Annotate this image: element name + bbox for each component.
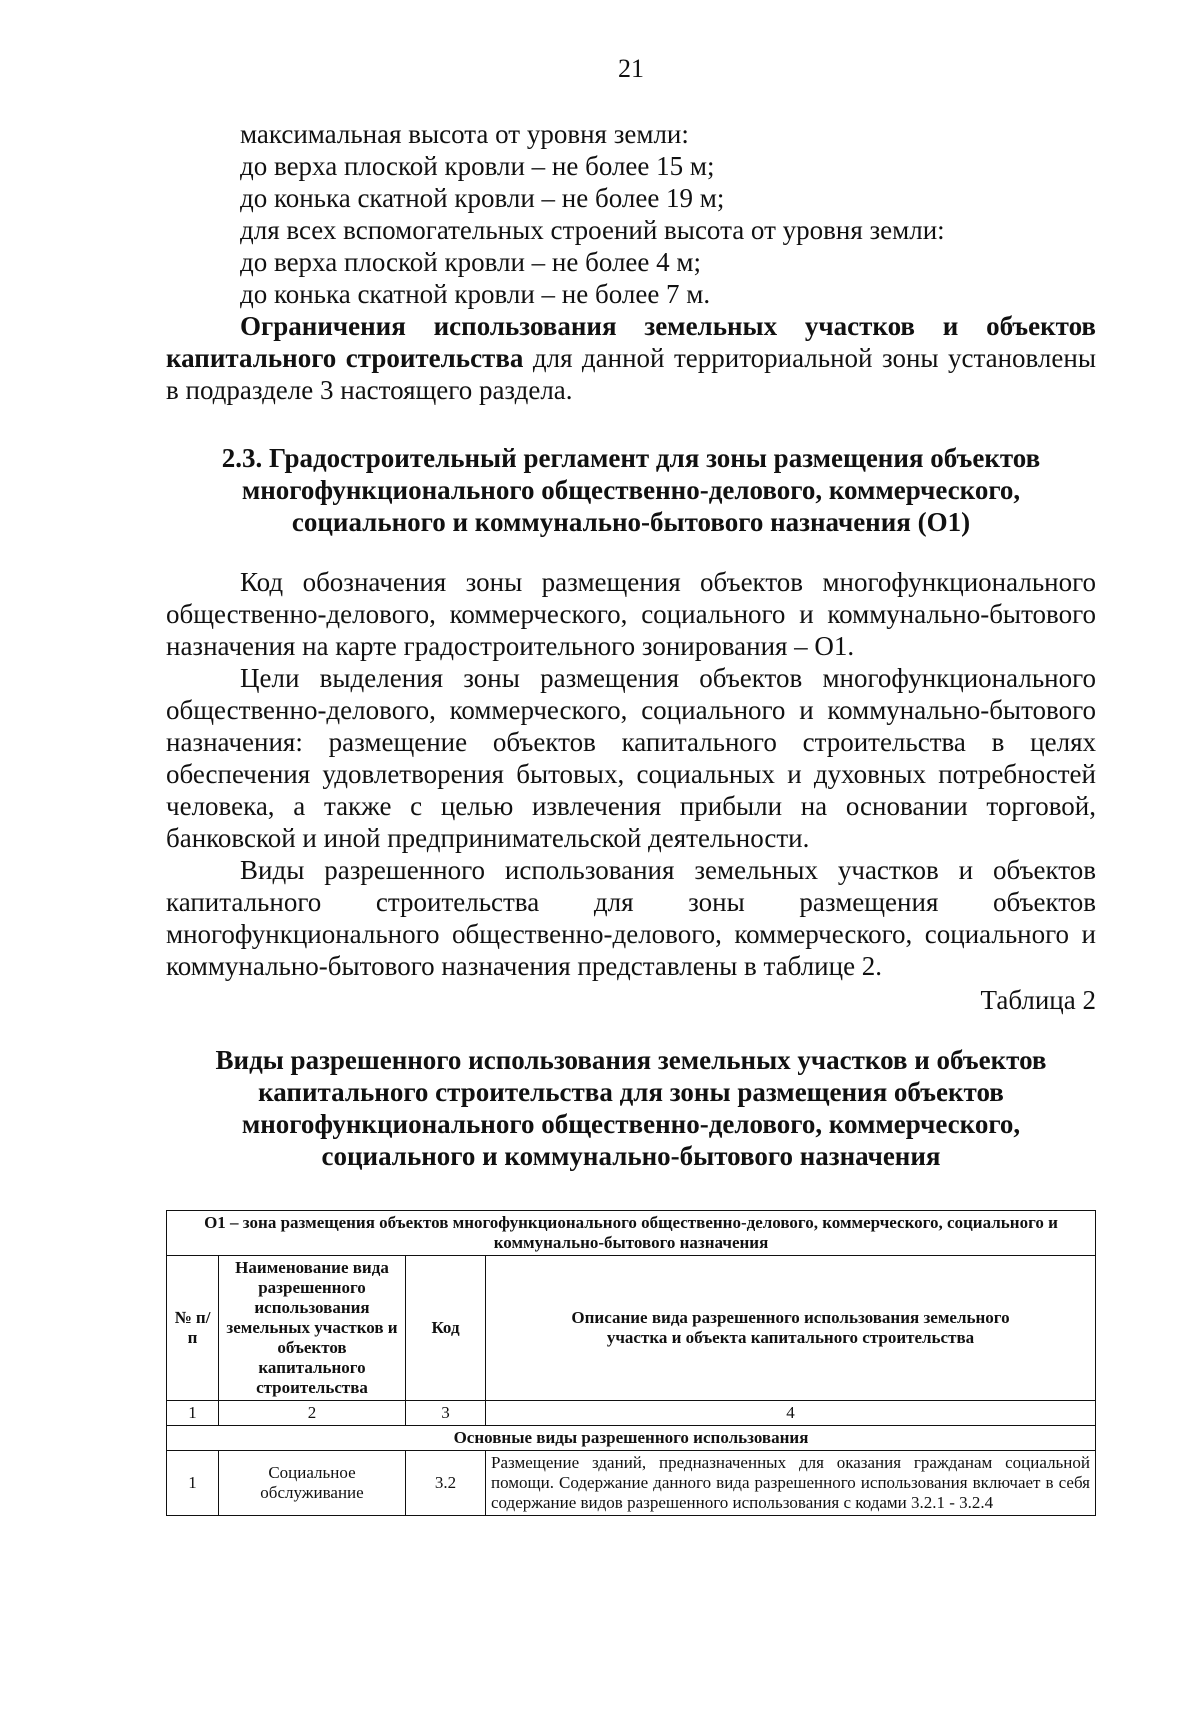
height-line: до верха плоской кровли – не более 15 м; — [240, 151, 715, 181]
colnum-cell: 2 — [219, 1401, 406, 1426]
table-header-row — [167, 1256, 1096, 1401]
colnum-cell: 3 — [406, 1401, 486, 1426]
regulation-table — [166, 1210, 1096, 1516]
header-description: Описание вида разрешенного использования земельного участка и объекта капитального строительства — [486, 1256, 1096, 1401]
header-code: Код — [406, 1256, 486, 1401]
restriction-bold: Ограничения использования земельных участков и объектов капитального строительства — [166, 311, 1096, 373]
colnum-cell: 1 — [167, 1401, 219, 1426]
row-name: Социальное обслуживание — [219, 1451, 406, 1516]
colnum-cell: 4 — [486, 1401, 1096, 1426]
restriction-paragraph — [166, 310, 1096, 406]
row-description: Размещение зданий, предназначенных для оказания гражданам социальной помощи. Содержание данного вида разрешенного использования включает в себя содержание видов разрешенного использования с кодами 3.2.1 - 3.2.4 — [486, 1451, 1096, 1516]
row-code: 3.2 — [406, 1451, 486, 1516]
paragraph-code: Код обозначения зоны размещения объектов многофункционального общественно-делового, коммерческого, социального и коммунально-бытового назначения на карте градостроительного зонирования – О1. — [166, 567, 1096, 661]
table-title: Виды разрешенного использования земельных участков и объектов капитального строительства для зоны размещения объектов многофункционального общественно-делового, коммерческого, социального и коммунально-бытового назначения — [215, 1045, 1047, 1171]
row-num: 1 — [167, 1451, 219, 1516]
group-header-cell: Основные виды разрешенного использования — [167, 1426, 1096, 1451]
paragraph-types: Виды разрешенного использования земельных участков и объектов капитального строительства для зоны размещения объектов многофункционального общественно-делового, коммерческого, социального и коммунально-бытового назначения представлены в таблице 2. — [166, 855, 1096, 981]
zone-header-cell: О1 – зона размещения объектов многофункционального общественно-делового, коммерческого, социального и коммунально-бытового назначения — [167, 1211, 1096, 1256]
header-num: № п/п — [167, 1256, 219, 1401]
table-group-row — [167, 1426, 1096, 1451]
restriction-rest: для данной территориальной зоны установлены в подразделе 3 настоящего раздела. — [166, 343, 1096, 405]
section-heading: 2.3. Градостроительный регламент для зоны размещения объектов многофункционального общественно-делового, коммерческого, социального и коммунально-бытового назначения (О1) — [221, 443, 1041, 537]
table-colnum-row — [167, 1401, 1096, 1426]
height-line: до конька скатной кровли – не более 7 м. — [240, 279, 711, 309]
table-caption: Таблица 2 — [980, 985, 1096, 1015]
table-row — [167, 1451, 1096, 1516]
page-number: 21 — [618, 54, 644, 83]
height-line: до конька скатной кровли – не более 19 м; — [240, 183, 725, 213]
table-zone-row — [167, 1211, 1096, 1256]
paragraph-goals: Цели выделения зоны размещения объектов многофункционального общественно-делового, коммерческого, социального и коммунально-бытового назначения: размещение объектов капитального строительства в целях обеспечения удовлетворения бытовых, социальных и духовных потребностей человека, а также с целью извлечения прибыли на основании торговой, банковской и иной предпринимательской деятельности. — [166, 663, 1096, 853]
height-line: максимальная высота от уровня земли: — [240, 119, 689, 149]
page-content — [166, 118, 1096, 1516]
header-name: Наименование вида разрешенного использования земельных участков и объектов капитального строительства — [219, 1256, 406, 1401]
height-line: для всех вспомогательных строений высота от уровня земли: — [240, 215, 945, 245]
height-line: до верха плоской кровли – не более 4 м; — [240, 247, 701, 277]
